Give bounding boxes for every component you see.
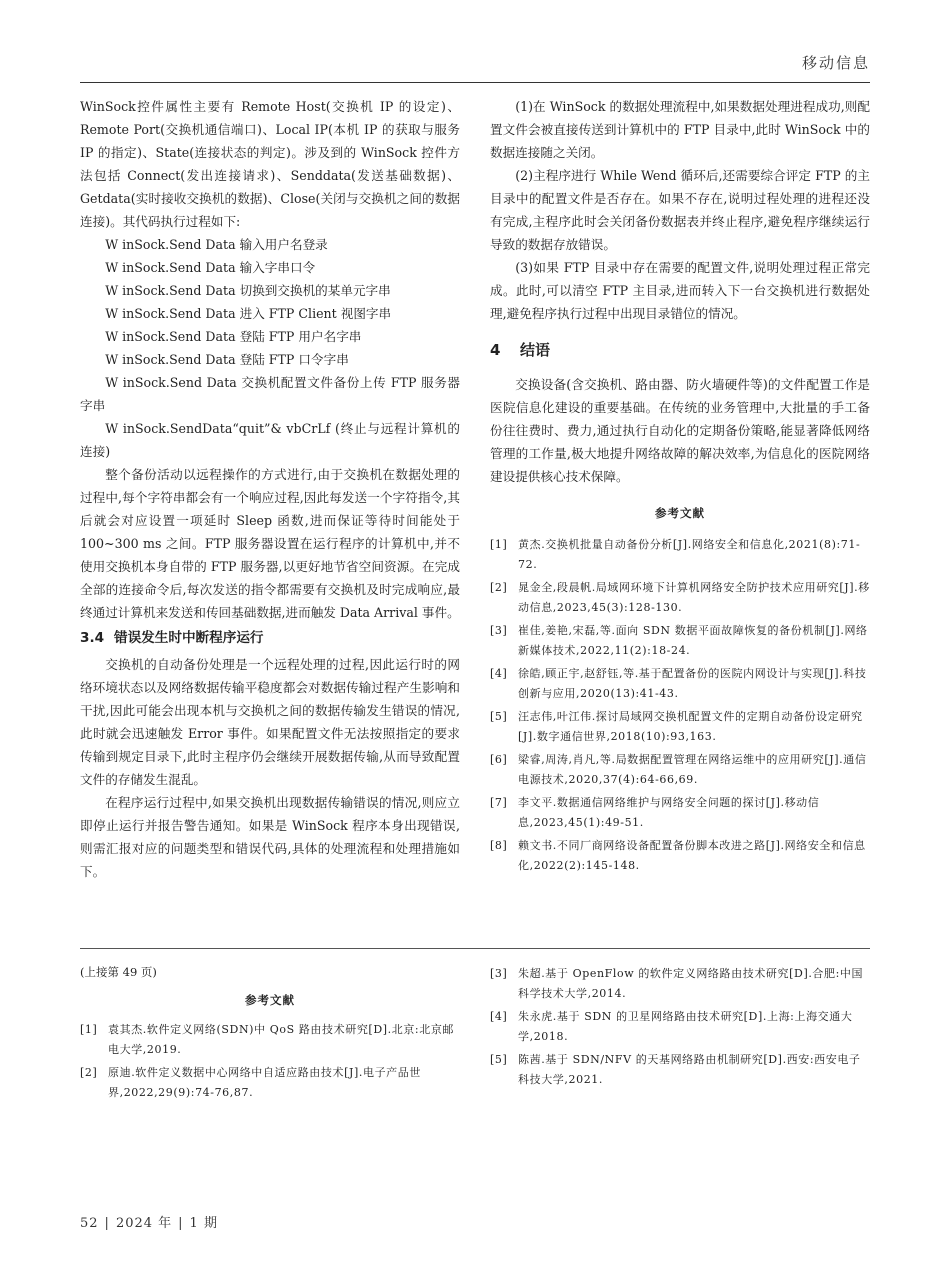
reference-item [490, 664, 870, 704]
reference-item [490, 793, 870, 833]
section-title: 结语 [520, 341, 551, 359]
section-heading-3-4 [80, 626, 460, 650]
intro-paragraph: WinSock控件属性主要有 Remote Host(交换机 IP 的设定)、Remote Port(交换机通信端口)、Local IP(本机 IP 的获取与服务 IP 的指定)、State(连接状态的判定)。涉及到的 WinSock 控件方法包括 Connect(发出连接请求)、Senddata(发送基础数据)、Getdata(实时接收交换机的数据)、Close(关闭与交换机之间的数据连接)。其代码执行过程如下: [80, 99, 460, 229]
section-number: 3.4 [80, 630, 105, 646]
reference-text: 晁金全,段晨帆.局域网环境下计算机网络安全防护技术应用研究[J].移动信息,2023,45(3):128-130. [518, 581, 870, 614]
continuation-left [80, 962, 460, 1106]
reference-item [490, 750, 870, 790]
reference-list [490, 535, 870, 876]
reference-number: [1] [490, 538, 508, 551]
reference-number: [7] [490, 796, 508, 809]
issue-year: 2024 年 [115, 1216, 173, 1231]
page-footer [80, 1212, 218, 1231]
reference-text: 袁其杰.软件定义网络(SDN)中 QoS 路由技术研究[D].北京:北京邮电大学,2019. [108, 1023, 455, 1056]
footer-separator: | [104, 1216, 110, 1231]
code-line: W inSock.SendData“quit”& vbCrLf (终止与远程计算机的连接) [80, 421, 460, 459]
reference-text: 黄杰.交换机批量自动备份分析[J].网络安全和信息化,2021(8):71-72. [518, 538, 861, 571]
list-item-1: (1)在 WinSock 的数据处理流程中,如果数据处理进程成功,则配置文件会被直接传送到计算机中的 FTP 目录中,此时 WinSock 中的数据连接随之关闭。 [490, 99, 870, 160]
paragraph-3-4-a: 交换机的自动备份处理是一个远程处理的过程,因此运行时的网络环境状态以及网络数据传输平稳度都会对数据传输过程产生影响和干扰,因此可能会出现本机与交换机之间的数据传输发生错误的情况,此时就会迅速触发 Error 事件。如果配置文件无法按照指定的要求传输到规定目录下,此时主程序仍会继续开展数据传输,从而导致配置文件的存储发生混乱。 [80, 657, 460, 787]
reference-item [490, 964, 870, 1004]
reference-number: [3] [490, 624, 508, 637]
reference-number: [8] [490, 839, 508, 852]
section-title: 错误发生时中断程序运行 [114, 630, 264, 646]
paragraph-3-4-b: 在程序运行过程中,如果交换机出现数据传输错误的情况,则应立即停止运行并报告警告通知。如果是 WinSock 程序本身出现错误,则需汇报对应的问题类型和错误代码,具体的处理流程和处理措施如下。 [80, 795, 460, 879]
reference-item [490, 1050, 870, 1090]
code-line: W inSock.Send Data 输入用户名登录 [105, 237, 328, 252]
code-line: W inSock.Send Data 输入字串口令 [105, 260, 316, 275]
reference-number: [2] [490, 581, 508, 594]
reference-text: 梁睿,周涛,肖凡,等.局数据配置管理在网络运维中的应用研究[J].通信电源技术,2020,37(4):64-66,69. [518, 753, 867, 786]
reference-item [80, 1063, 460, 1103]
reference-number: [2] [80, 1066, 98, 1079]
reference-text: 汪志伟,叶江伟.探讨局域网交换机配置文件的定期自动备份设定研究[J].数字通信世界,2018(10):93,163. [518, 710, 863, 743]
reference-number: [6] [490, 753, 508, 766]
reference-text: 陈茜.基于 SDN/NFV 的天基网络路由机制研究[D].西安:西安电子科技大学,2021. [518, 1053, 861, 1086]
page-number: 52 [80, 1216, 99, 1231]
reference-item [490, 535, 870, 575]
reference-item [490, 578, 870, 618]
section-number: 4 [490, 341, 501, 359]
footer-separator: | [178, 1216, 184, 1231]
right-column [490, 95, 870, 879]
reference-text: 赖文书.不同厂商网络设备配置备份脚本改进之路[J].网络安全和信息化,2022(2):145-148. [518, 839, 866, 872]
paragraph-backup: 整个备份活动以远程操作的方式进行,由于交换机在数据处理的过程中,每个字符串都会有一个响应过程,因此每发送一个字符指令,其后就会对应设置一项延时 Sleep 函数,进而保证等待时间能处于 100~300 ms 之间。FTP 服务器设置在运行程序的计算机中,并不使用交换机本身自带的 FTP 服务器,以更好地节省空间资源。在完成全部的连接命令后,每次发送的指令都需要有交换机及时完成响应,最终通过计算机来发送和传回基础数据,进而触发 Data Arrival 事件。 [80, 467, 460, 620]
journal-title: 移动信息 [801, 54, 870, 72]
article-divider [80, 948, 870, 949]
reference-number: [3] [490, 967, 508, 980]
reference-item [490, 1007, 870, 1047]
continuation-note: (上接第 49 页) [80, 965, 157, 979]
reference-text: 徐皓,顾正宇,赵舒钰,等.基于配置备份的医院内网设计与实现[J].科技创新与应用,2020(13):41-43. [518, 667, 867, 700]
section-heading-4 [490, 337, 870, 363]
reference-text: 李文平.数据通信网络维护与网络安全问题的探讨[J].移动信息,2023,45(1):49-51. [518, 796, 820, 829]
code-line: W inSock.Send Data 切换到交换机的某单元字串 [105, 283, 391, 298]
code-listing [80, 233, 460, 371]
issue-number: 1 期 [189, 1216, 218, 1231]
list-item-2: (2)主程序进行 While Wend 循环后,还需要综合评定 FTP 的主目录中的配置文件是否存在。如果不存在,说明过程处理的进程还没有完成,主程序此时会关闭备份数据表并终止程序,避免程序继续运行导致的数据存放错误。 [490, 168, 870, 252]
references-title: 参考文献 [655, 506, 705, 520]
code-line: W inSock.Send Data 进入 FTP Client 视图字串 [105, 306, 392, 321]
left-column [80, 95, 460, 883]
code-line: W inSock.Send Data 交换机配置文件备份上传 FTP 服务器字串 [80, 375, 460, 413]
reference-number: [1] [80, 1023, 98, 1036]
reference-item [490, 836, 870, 876]
code-line: W inSock.Send Data 登陆 FTP 口令字串 [105, 352, 349, 367]
reference-item [490, 707, 870, 747]
continuation-right [490, 964, 870, 1093]
reference-text: 崔佳,姜艳,宋磊,等.面向 SDN 数据平面故障恢复的备份机制[J].网络新媒体技术,2022,11(2):18-24. [518, 624, 868, 657]
reference-text: 朱永虎.基于 SDN 的卫星网络路由技术研究[D].上海:上海交通大学,2018. [518, 1010, 853, 1043]
header-divider [80, 82, 870, 83]
reference-number: [5] [490, 1053, 508, 1066]
reference-number: [4] [490, 667, 508, 680]
reference-number: [5] [490, 710, 508, 723]
reference-text: 原迪.软件定义数据中心网络中自适应路由技术[J].电子产品世界,2022,29(9):74-76,87. [108, 1066, 421, 1099]
reference-number: [4] [490, 1010, 508, 1023]
reference-item [80, 1020, 460, 1060]
list-item-3: (3)如果 FTP 目录中存在需要的配置文件,说明处理过程正常完成。此时,可以清空 FTP 主目录,进而转入下一台交换机进行数据处理,避免程序执行过程中出现目录错位的情况。 [490, 260, 870, 321]
references-title: 参考文献 [245, 993, 295, 1007]
code-line: W inSock.Send Data 登陆 FTP 用户名字串 [105, 329, 362, 344]
conclusion-paragraph: 交换设备(含交换机、路由器、防火墙硬件等)的文件配置工作是医院信息化建设的重要基础。在传统的业务管理中,大批量的手工备份往往费时、费力,通过执行自动化的定期备份策略,能显著降低网络管理的工作量,极大地提升网络故障的解决效率,为信息化的医院网络建设提供核心技术保障。 [490, 377, 870, 484]
reference-text: 朱超.基于 OpenFlow 的软件定义网络路由技术研究[D].合肥:中国科学技术大学,2014. [518, 967, 864, 1000]
reference-item [490, 621, 870, 661]
